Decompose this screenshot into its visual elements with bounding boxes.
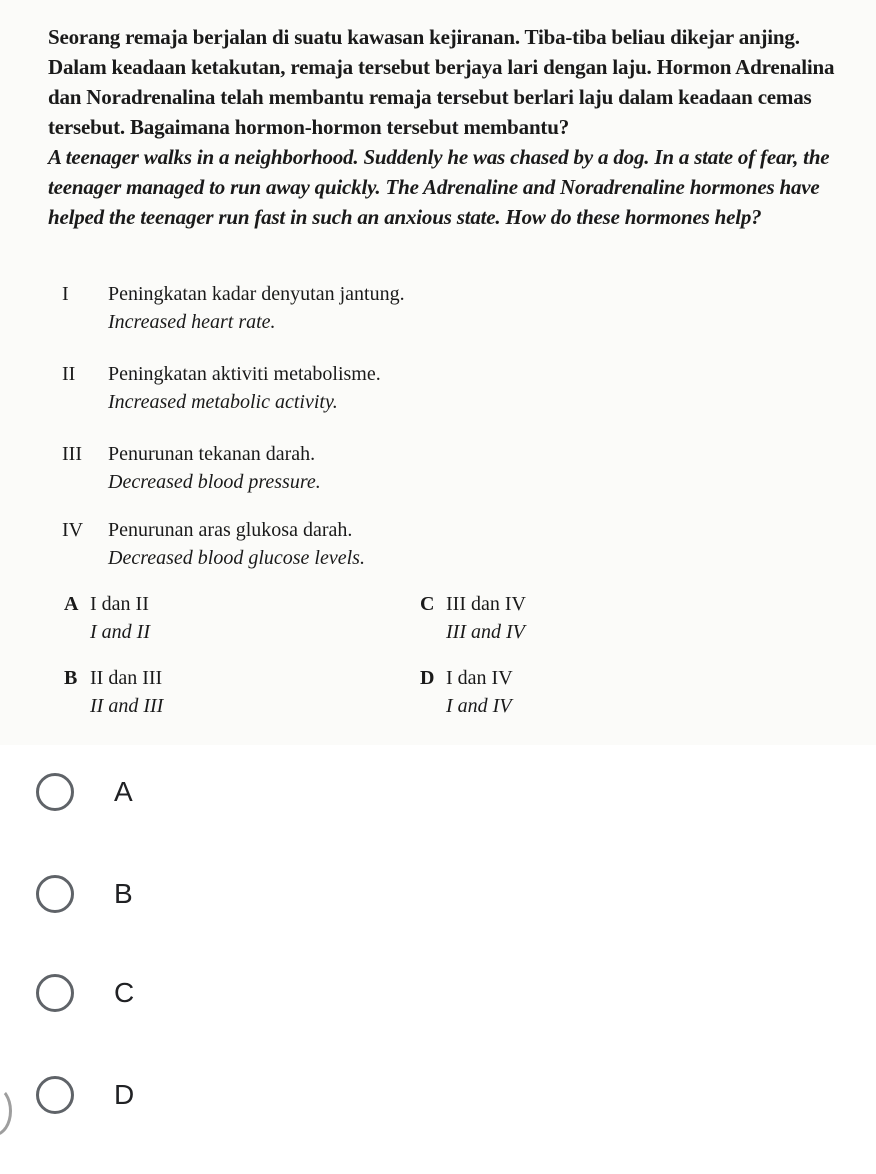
option-a [64,590,150,646]
answer-choice-c[interactable] [36,968,336,1018]
option-english: I and IV [446,695,512,717]
statement-malay: Penurunan tekanan darah. [108,443,316,465]
radio-button-a[interactable] [36,773,74,811]
option-english: I and II [90,621,150,643]
statement-numeral: II [62,363,76,385]
option-letter: A [64,593,79,615]
choice-label: C [114,977,135,1008]
answer-choice-b[interactable] [36,869,336,919]
option-c [420,590,526,646]
radio-button-b[interactable] [36,875,74,913]
statement-english: Increased heart rate. [108,311,276,333]
statement-numeral: III [62,443,82,465]
option-malay: II dan III [90,667,163,689]
radio-button-c[interactable] [36,974,74,1012]
answer-choice-d[interactable] [36,1070,336,1120]
option-english: III and IV [446,621,525,643]
statement-malay: Peningkatan aktiviti metabolisme. [108,363,381,385]
choice-label: D [114,1079,135,1110]
option-d [420,664,513,720]
question-text-english: A teenager walks in a neighborhood. Suddenly he was chased by a dog. In a state of fear, the teenager managed to run away quickly. The Adrenaline and Noradrenaline hormones have helped the teenager run fast in such an anxious state. How do these hormones help? [48,145,830,229]
statement-numeral: I [62,283,69,305]
radio-button-d[interactable] [36,1076,74,1114]
statement-malay: Peningkatan kadar denyutan jantung. [108,283,405,305]
answer-choice-a[interactable] [36,767,336,817]
statement-english: Increased metabolic activity. [108,391,338,413]
choice-label: B [114,878,133,909]
statement-english: Decreased blood glucose levels. [108,547,365,569]
option-malay: I dan IV [446,667,513,689]
option-malay: I dan II [90,593,149,615]
statement-numeral: IV [62,519,84,541]
choice-label: A [114,776,133,807]
option-letter: C [420,593,435,615]
option-letter: D [420,667,435,689]
question-text-malay: Seorang remaja berjalan di suatu kawasan kejiranan. Tiba-tiba beliau dikejar anjing. Dalam keadaan ketakutan, remaja tersebut berjaya lari dengan laju. Hormon Adrenalina dan Noradrenalina telah membantu remaja tersebut berlari laju dalam keadaan cemas tersebut. Bagaimana hormon-hormon tersebut membantu? [48,25,835,139]
option-english: II and III [90,695,164,717]
option-letter: B [64,667,78,689]
statement-malay: Penurunan aras glukosa darah. [108,519,353,541]
option-malay: III dan IV [446,593,526,615]
statement-english: Decreased blood pressure. [108,471,321,493]
option-b [64,664,163,720]
partial-edge-circle-icon [0,1086,12,1136]
